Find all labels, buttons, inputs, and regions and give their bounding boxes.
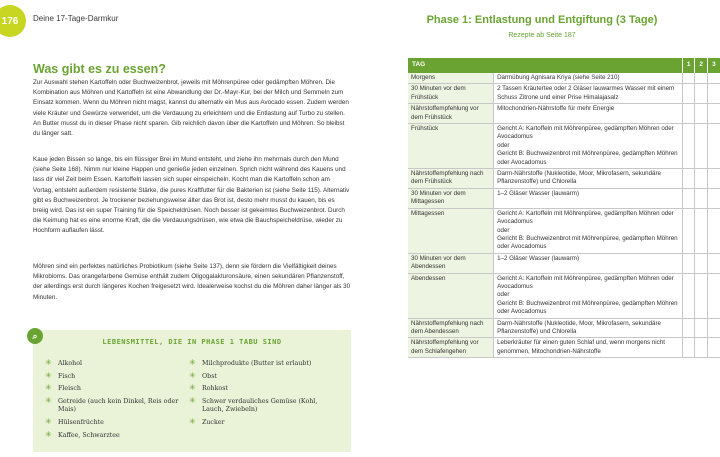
day-3-checkbox-cell[interactable]	[707, 104, 720, 124]
row-content-cell: 2 Tassen Kräutertee oder 2 Gläser lauwarmes Wasser mit einem Schuss Zitrone und einer Prise Himalajasalz	[494, 84, 683, 104]
asterisk-icon: ✳	[45, 395, 52, 405]
table-row	[408, 273, 720, 318]
header-day-2: 2	[695, 58, 708, 73]
day-3-checkbox-cell[interactable]	[707, 188, 720, 208]
tabu-list-right	[189, 360, 329, 432]
row-time-cell: Mittagessen	[408, 208, 494, 253]
day-1-checkbox-cell[interactable]	[682, 273, 695, 318]
header-day-3: 3	[707, 58, 720, 73]
day-2-checkbox-cell[interactable]	[695, 208, 708, 253]
paragraph-3: Möhren sind ein perfektes natürliches Probiotikum (siehe Seite 137), denn sie fördern die Vielfältigkeit deines Mikrobioms. Das orangefarbene Gemüse enthält zudem Oligogalakturonsäure, einen sekundären Pflanzenstoff, der allerdings erst durch längeres Kochen freigesetzt wird. Idealerweise kochst du die Möhren daher länger als 30 Minuten.	[33, 263, 351, 301]
row-content-cell: Gericht A: Kartoffeln mit Möhrenpüree, gedämpften Möhren oder Avocadomus oder Gericht B: Buchweizenbrot mit Möhrenpüree, gedämpften Möhren oder Avocadomus	[494, 208, 683, 253]
tabu-item: ✳ Getreide (auch kein Dinkel, Reis oder Mais)	[45, 395, 179, 414]
tabu-item: ✳ Fisch	[45, 370, 76, 380]
asterisk-icon: ✳	[189, 416, 196, 426]
day-2-checkbox-cell[interactable]	[695, 338, 708, 358]
day-2-checkbox-cell[interactable]	[695, 124, 708, 169]
table-row	[408, 208, 720, 253]
row-content-cell: 1–2 Gläser Wasser (lauwarm)	[494, 253, 683, 273]
day-2-checkbox-cell[interactable]	[695, 104, 708, 124]
phase-subtitle: Rezepte ab Seite 187	[508, 32, 576, 39]
left-page	[0, 0, 356, 457]
right-page	[364, 0, 720, 457]
day-2-checkbox-cell[interactable]	[695, 253, 708, 273]
day-1-checkbox-cell[interactable]	[682, 253, 695, 273]
row-time-cell: Nährstoffempfehlung vor dem Schlafengehen	[408, 338, 494, 358]
section-title: Was gibt es zu essen?	[33, 62, 166, 76]
asterisk-icon: ✳	[45, 383, 52, 393]
day-2-checkbox-cell[interactable]	[695, 273, 708, 318]
day-2-checkbox-cell[interactable]	[695, 318, 708, 338]
table-row	[408, 188, 720, 208]
asterisk-icon: ✳	[45, 416, 52, 426]
tabu-item: ✳ Fleisch	[45, 383, 81, 393]
row-time-cell: Nährstoffempfehlung nach dem Abendessen	[408, 318, 494, 338]
day-1-checkbox-cell[interactable]	[682, 124, 695, 169]
tabu-title: LEBENSMITTEL, DIE IN PHASE 1 TABU SIND	[102, 338, 282, 346]
asterisk-icon: ✳	[189, 370, 196, 380]
table-row	[408, 318, 720, 338]
table-row	[408, 84, 720, 104]
table-row	[408, 104, 720, 124]
day-1-checkbox-cell[interactable]	[682, 208, 695, 253]
tabu-item: ✳ Kaffee, Schwarztee	[45, 429, 120, 439]
day-3-checkbox-cell[interactable]	[707, 169, 720, 189]
tabu-item: ✳ Hülsenfrüchte	[45, 416, 104, 426]
day-1-checkbox-cell[interactable]	[682, 318, 695, 338]
header-day-1: 1	[682, 58, 695, 73]
day-3-checkbox-cell[interactable]	[707, 73, 720, 84]
row-content-cell: Mitochondrien-Nährstoffe für mehr Energie	[494, 104, 683, 124]
row-content-cell: Darmübung Agnisara Kriya (siehe Seite 210)	[494, 73, 683, 84]
day-3-checkbox-cell[interactable]	[707, 253, 720, 273]
day-2-checkbox-cell[interactable]	[695, 169, 708, 189]
asterisk-icon: ✳	[45, 358, 52, 367]
row-time-cell: 30 Minuten vor dem Frühstück	[408, 84, 494, 104]
row-content-cell: 1–2 Gläser Wasser (lauwarm)	[494, 188, 683, 208]
phase-title: Phase 1: Entlastung und Entgiftung (3 Tage)	[426, 14, 658, 26]
day-3-checkbox-cell[interactable]	[707, 84, 720, 104]
table-row	[408, 73, 720, 84]
table-row	[408, 253, 720, 273]
row-content-cell: Leberkräuter für einen guten Schlaf und, wenn morgens nicht genommen, Mitochondrien-Nährstoffe	[494, 338, 683, 358]
day-3-checkbox-cell[interactable]	[707, 338, 720, 358]
page-number-badge: 176	[0, 5, 26, 37]
day-1-checkbox-cell[interactable]	[682, 169, 695, 189]
header-tag: TAG	[408, 58, 682, 73]
row-content-cell: Gericht A: Kartoffeln mit Möhrenpüree, gedämpften Möhren oder Avocadomus oder Gericht B: Buchweizenbrot mit Möhrenpüree, gedämpften Möhren oder Avocadomus	[494, 273, 683, 318]
table-row	[408, 338, 720, 358]
tabu-item: ✳ Schwer verdauliches Gemüse (Kohl, Lauch, Zwiebeln)	[189, 395, 318, 414]
asterisk-icon: ✳	[45, 370, 52, 380]
row-time-cell: Abendessen	[408, 273, 494, 318]
day-3-checkbox-cell[interactable]	[707, 124, 720, 169]
day-2-checkbox-cell[interactable]	[695, 188, 708, 208]
tabu-item: ✳ Obst	[189, 370, 217, 380]
magnifier-icon: ⌕	[27, 328, 43, 344]
row-time-cell: Nährstoffempfehlung vor dem Frühstück	[408, 104, 494, 124]
day-3-checkbox-cell[interactable]	[707, 273, 720, 318]
row-time-cell: 30 Minuten vor dem Abendessen	[408, 253, 494, 273]
tabu-item: ✳ Rohkost	[189, 383, 228, 393]
tabu-box	[33, 330, 351, 452]
day-2-checkbox-cell[interactable]	[695, 73, 708, 84]
paragraph-2: Kaue jeden Bissen so lange, bis ein flüssiger Brei im Mund entsteht, und ziehe ihn mehrmals durch den Mund (siehe Seite 168). Nimm nur kleine Happen und genieße jeden einzelnen. Sprich nicht während des Kauens und lass dir viel Zeit beim Essen. Kartoffeln lassen sich super einspeicheln. Kocht man die Kartoffeln schon am Vortag, entsteht außerdem resistente Stärke, die pures Kraftfutter für die Bakterien ist (siehe Seite 115). Alternativ gibt es Buchweizenbrot. Je trockener beziehungsweise älter das Brot ist, desto mehr musst du kauen, bis es breiig wird. Das ist ein super Training für die Speicheldrüsen. Noch besser ist gekeimtes Buchweizenbrot. Durch die Keimung hat es eine enorme Kraft, die die Verdauungsdrüsen, wie etwa die Bauchspeicheldrüse, wieder zu Hochform auflaufen lässt.	[33, 156, 350, 235]
tabu-item: ✳ Zucker	[189, 416, 225, 426]
day-1-checkbox-cell[interactable]	[682, 73, 695, 84]
row-time-cell: Nährstoffempfehlung nach dem Frühstück	[408, 169, 494, 189]
row-content-cell: Darm-Nährstoffe (Nukleotide, Moor, Mikrofasern, sekundäre Pflanzenstoffe) und Chlorella	[494, 318, 683, 338]
tabu-item: ✳ Milchprodukte (Butter ist erlaubt)	[189, 358, 312, 367]
asterisk-icon: ✳	[189, 395, 196, 405]
asterisk-icon: ✳	[189, 383, 196, 393]
asterisk-icon: ✳	[45, 429, 52, 439]
table-row	[408, 169, 720, 189]
tabu-item: ✳ Alkohol	[45, 358, 83, 367]
row-time-cell: 30 Minuten vor dem Mittagessen	[408, 188, 494, 208]
tabu-list-left	[45, 360, 185, 444]
day-2-checkbox-cell[interactable]	[695, 84, 708, 104]
day-1-checkbox-cell[interactable]	[682, 338, 695, 358]
paragraph-1: Zur Auswahl stehen Kartoffeln oder Buchweizenbrot, jeweils mit Möhrenpüree oder gedämpften Möhren. Die Kombination aus Möhren und Kartoffeln ist eine Abwandlung der Dr.-Mayr-Kur, bei der Milch und Semmeln zum Einsatz kommen. Wenn du Möhren nicht magst, kannst du alternativ ein Mus aus Avocado essen. Zudem werden viele Kräuter und Gewürze verwendet, um die Verdauung zu erleichtern und die Entlastung auf Turbo zu stellen. An Butter musst du in dieser Phase nicht sparen. Gib reichlich davon über die Kartoffeln und Möhren. So bleibst du länger satt.	[33, 79, 349, 138]
table-row	[408, 124, 720, 169]
day-3-checkbox-cell[interactable]	[707, 318, 720, 338]
row-content-cell: Gericht A: Kartoffeln mit Möhrenpüree, gedämpften Möhren oder Avocadomus oder Gericht B: Buchweizenbrot mit Möhrenpüree, gedämpften Möhren oder Avocadomus	[494, 124, 683, 169]
day-1-checkbox-cell[interactable]	[682, 104, 695, 124]
asterisk-icon: ✳	[189, 358, 196, 367]
day-3-checkbox-cell[interactable]	[707, 208, 720, 253]
table-body	[408, 73, 720, 358]
row-time-cell: Morgens	[408, 73, 494, 84]
running-head: Deine 17-Tage-Darmkur	[33, 14, 119, 23]
row-time-cell: Frühstück	[408, 124, 494, 169]
row-content-cell: Darm-Nährstoffe (Nukleotide, Moor, Mikrofasern, sekundäre Pflanzenstoffe) und Chlorella	[494, 169, 683, 189]
day-1-checkbox-cell[interactable]	[682, 188, 695, 208]
table-header-row	[408, 58, 720, 73]
day-1-checkbox-cell[interactable]	[682, 84, 695, 104]
daily-plan-table	[408, 58, 720, 358]
